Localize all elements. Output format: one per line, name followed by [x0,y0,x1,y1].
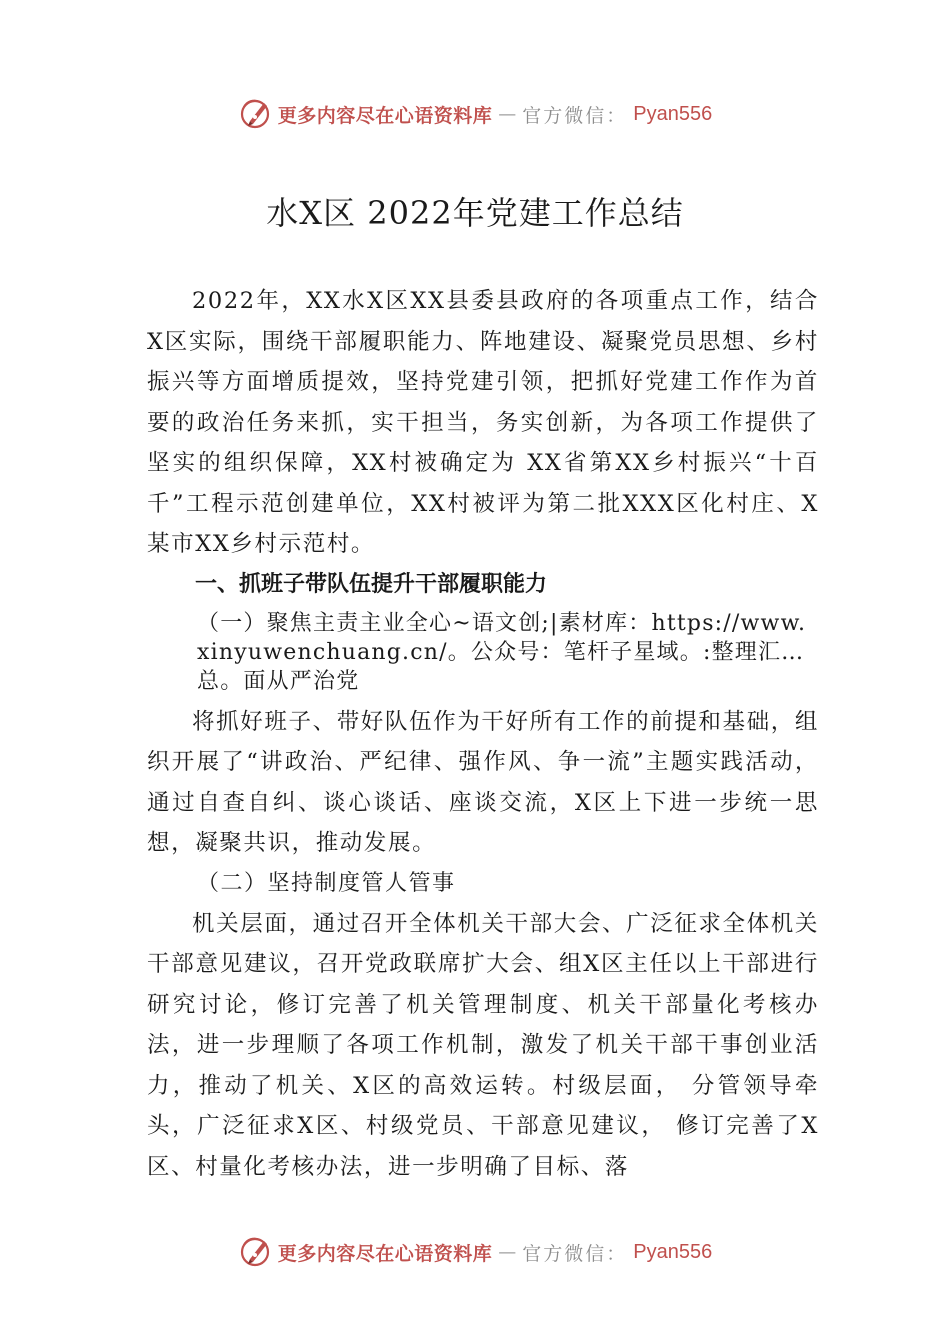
pen-nib-logo-icon [238,97,272,131]
watermark-dash: — [498,1241,517,1263]
subsection-2-paragraph: 机关层面，通过召开全体机关干部大会、广泛征求全体机关干部意见建议，召开党政联席扩大会、组X区主任以上干部进行研究讨论，修订完善了机关管理制度、机关干部量化考核办法，进一步理顺了各项工作机制，激发了机关干部干事创业活力，推动了机关、X区的高效运转。村级层面， 分管领导牵头，广泛征求X区、村级党员、干部意见建议， 修订完善了X区、村量化考核办法，进一步明确了目标、落 [147,910,819,1180]
subsection-1-heading: （一）聚焦主责主业全心~语文创;|素材库：https://www.xinyuwenchuang.cn/。公众号：笔杆子星域。:整理汇…总。面从严治党 [197,610,807,694]
watermark-brand-text: 更多内容尽在心语资料库 [277,104,493,127]
watermark-wechat-id: Pyan556 [633,102,713,125]
subsection-2-heading: （二）坚持制度管人管事 [197,870,456,896]
intro-paragraph: 2022年，XX水X区XX县委县政府的各项重点工作，结合X区实际，围绕干部履职能力、阵地建设、凝聚党员思想、乡村振兴等方面增质提效，坚持党建引领，把抓好党建工作作为首要的政治任务来抓，实干担当，务实创新，为各项工作提供了坚实的组织保障，XX村被确定为 XX省第XX乡村振兴“十百千”工程示范创建单位，XX村被评为第二批XXX区化村庄、X某市XX乡村示范村。 [147,288,819,557]
pen-nib-logo-icon [238,1235,272,1269]
watermark-wechat-id: Pyan556 [633,1240,713,1263]
subsection-1-paragraph: 将抓好班子、带好队伍作为干好所有工作的前提和基础，组织开展了“讲政治、严纪律、强作风、争一流”主题实践活动，通过自查自纠、谈心谈话、座谈交流，X区上下进一步统一思想，凝聚共识，推动发展。 [147,708,819,856]
watermark-brand-text: 更多内容尽在心语资料库 [277,1242,493,1265]
watermark-wechat-label: 官方微信： [522,104,628,127]
watermark-wechat-label: 官方微信： [522,1242,628,1265]
watermark-dash: — [498,103,517,125]
header-watermark [0,94,950,134]
document-title: 水X区 2022年党建工作总结 [266,194,684,232]
section-1-heading: 一、抓班子带队伍提升干部履职能力 [195,571,548,597]
footer-watermark [0,1232,950,1272]
document-body [147,281,819,1187]
